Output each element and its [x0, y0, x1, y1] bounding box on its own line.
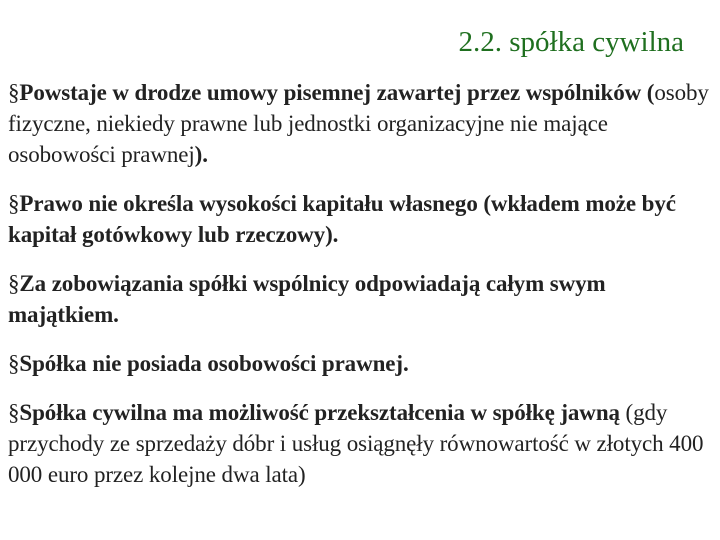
bullet-icon: §: [8, 351, 20, 376]
slide-title: 2.2. spółka cywilna: [458, 26, 684, 58]
bullet-normal-text: (gdy przychody ze sprzedaży dóbr i usług osiągnęły równowartość w złotych 400 000 euro przez kolejne dwa lata): [8, 400, 704, 487]
bullet-bold-text: Spółka nie posiada osobowości prawnej.: [19, 351, 409, 376]
bullet-icon: §: [8, 191, 20, 216]
bullet-bold-tail: ).: [194, 142, 208, 167]
bullet-bold-text: Powstaje w drodze umowy pisemnej zawartej przez wspólników (: [19, 80, 655, 105]
bullet-icon: §: [8, 400, 20, 425]
bullet-bold-text: Spółka cywilna ma możliwość przekształcenia w spółkę jawną: [19, 400, 620, 425]
bullet-item: [8, 77, 714, 170]
bullet-normal-text: osoby fizyczne, niekiedy prawne lub jednostki organizacyjne nie mające osobowości prawnej: [8, 80, 709, 167]
bullet-bold-text: Za zobowiązania spółki wspólnicy odpowiadają całym swym majątkiem.: [8, 271, 606, 327]
bullet-bold-text: Prawo nie określa wysokości kapitału własnego (wkładem może być kapitał gotówkowy lub rzeczowy).: [8, 191, 676, 247]
bullet-item: [8, 188, 714, 250]
slide-content: [8, 77, 714, 508]
bullet-item: [8, 268, 714, 330]
bullet-icon: §: [8, 80, 20, 105]
bullet-item: [8, 348, 714, 379]
bullet-icon: §: [8, 271, 20, 296]
bullet-item: [8, 397, 714, 490]
